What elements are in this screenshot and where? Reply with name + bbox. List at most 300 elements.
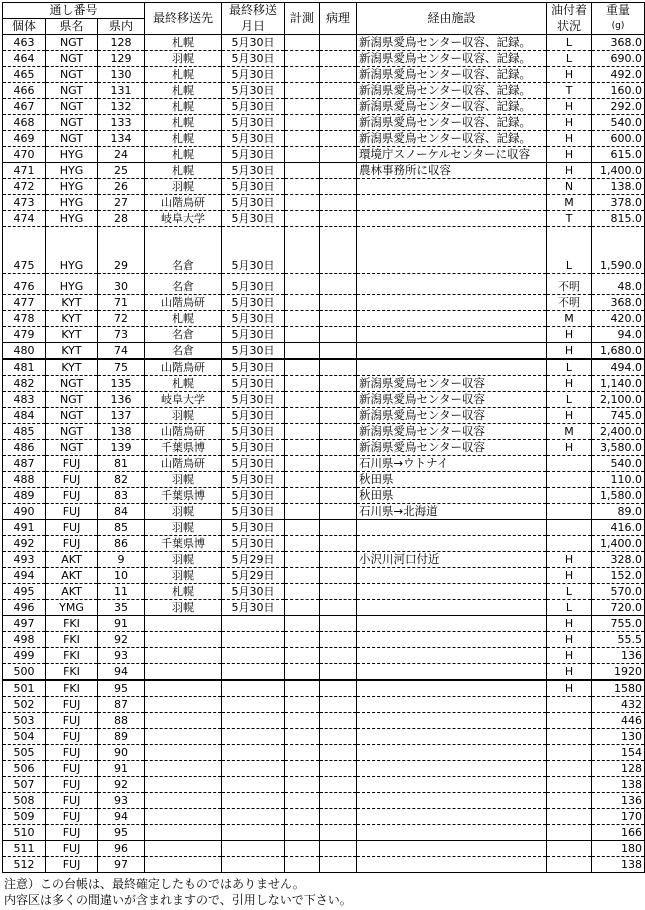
in-prefecture-cell: 94 <box>98 664 145 681</box>
prefecture-cell: FUJ <box>46 761 98 777</box>
route-cell: 農林事務所に収容 <box>357 163 547 179</box>
individual-cell: 503 <box>3 713 46 729</box>
in-prefecture-cell: 71 <box>98 295 145 311</box>
destination-cell: 千葉県博 <box>145 440 222 456</box>
pathology-cell <box>320 761 357 777</box>
table-row <box>3 648 645 664</box>
destination-cell: 千葉県博 <box>145 488 222 504</box>
measurement-cell <box>285 697 320 713</box>
oil-status-cell: H <box>547 568 592 584</box>
weight-cell: 110.0 <box>592 472 645 488</box>
destination-cell: 名倉 <box>145 227 222 274</box>
pathology-cell <box>320 147 357 163</box>
transfer-date-cell <box>222 761 285 777</box>
in-prefecture-cell: 96 <box>98 841 145 857</box>
measurement-cell <box>285 680 320 697</box>
table-row <box>3 552 645 568</box>
individual-cell: 484 <box>3 408 46 424</box>
table-row <box>3 680 645 697</box>
destination-cell <box>145 664 222 681</box>
prefecture-cell: FKI <box>46 632 98 648</box>
route-cell <box>357 713 547 729</box>
measurement-cell <box>285 632 320 648</box>
oil-status-cell: H <box>547 115 592 131</box>
transfer-date-cell: 5月30日 <box>222 408 285 424</box>
destination-cell: 札幌 <box>145 584 222 600</box>
table-row <box>3 424 645 440</box>
oil-status-cell: N <box>547 179 592 195</box>
weight-cell: 540.0 <box>592 456 645 472</box>
measurement-cell <box>285 713 320 729</box>
route-cell: 石川県→ウトナイ <box>357 456 547 472</box>
prefecture-cell: FUJ <box>46 713 98 729</box>
measurement-cell <box>285 343 320 360</box>
individual-header: 個体 <box>3 19 46 35</box>
route-cell: 環境庁スノーケルセンターに収容 <box>357 147 547 163</box>
destination-cell <box>145 616 222 632</box>
in-prefecture-cell: 86 <box>98 536 145 552</box>
oil-status-cell: H <box>547 163 592 179</box>
transfer-date-cell: 5月30日 <box>222 195 285 211</box>
weight-cell: 154 <box>592 745 645 761</box>
transfer-date-cell: 5月30日 <box>222 456 285 472</box>
weight-cell: 136 <box>592 793 645 809</box>
pathology-cell <box>320 83 357 99</box>
pathology-cell <box>320 552 357 568</box>
route-cell <box>357 211 547 227</box>
transfer-date-cell: 5月30日 <box>222 211 285 227</box>
transfer-date-cell: 5月29日 <box>222 568 285 584</box>
transfer-date-cell <box>222 616 285 632</box>
individual-cell: 491 <box>3 520 46 536</box>
pathology-cell <box>320 809 357 825</box>
prefecture-cell: YMG <box>46 600 98 616</box>
measurement-cell <box>285 809 320 825</box>
weight-cell: 136 <box>592 648 645 664</box>
prefecture-cell: HYG <box>46 211 98 227</box>
prefecture-cell: FUJ <box>46 793 98 809</box>
destination-cell <box>145 680 222 697</box>
weight-cell: 48.0 <box>592 274 645 295</box>
prefecture-cell: FKI <box>46 648 98 664</box>
transfer-date-cell <box>222 857 285 873</box>
transfer-date-cell: 5月30日 <box>222 147 285 163</box>
pathology-cell <box>320 680 357 697</box>
prefecture-cell: NGT <box>46 376 98 392</box>
in-prefecture-cell: 28 <box>98 211 145 227</box>
destination-cell: 羽幌 <box>145 504 222 520</box>
table-row <box>3 745 645 761</box>
prefecture-cell: FUJ <box>46 777 98 793</box>
prefecture-cell: HYG <box>46 195 98 211</box>
transfer-date-cell: 5月30日 <box>222 131 285 147</box>
measurement-cell <box>285 857 320 873</box>
transfer-date-cell: 5月30日 <box>222 504 285 520</box>
individual-cell: 487 <box>3 456 46 472</box>
route-cell <box>357 664 547 681</box>
prefecture-cell: NGT <box>46 440 98 456</box>
pathology-cell <box>320 408 357 424</box>
transfer-date-cell <box>222 680 285 697</box>
route-cell <box>357 632 547 648</box>
pathology-cell <box>320 51 357 67</box>
measurement-cell <box>285 504 320 520</box>
in-prefecture-cell: 95 <box>98 680 145 697</box>
route-cell: 新潟県愛鳥センター収容 <box>357 408 547 424</box>
in-prefecture-cell: 129 <box>98 51 145 67</box>
individual-cell: 499 <box>3 648 46 664</box>
destination-cell: 札幌 <box>145 147 222 163</box>
individual-cell: 498 <box>3 632 46 648</box>
in-prefecture-cell: 136 <box>98 392 145 408</box>
in-prefecture-cell: 73 <box>98 327 145 343</box>
individual-cell: 477 <box>3 295 46 311</box>
transfer-date-cell: 5月30日 <box>222 274 285 295</box>
in-prefecture-header: 県内 <box>98 19 145 35</box>
transfer-date-cell: 5月30日 <box>222 536 285 552</box>
transfer-date-cell <box>222 729 285 745</box>
measurement-cell <box>285 552 320 568</box>
pathology-cell <box>320 227 357 274</box>
weight-cell: 138.0 <box>592 179 645 195</box>
transfer-date-cell: 5月30日 <box>222 295 285 311</box>
weight-cell: 540.0 <box>592 115 645 131</box>
pathology-cell <box>320 825 357 841</box>
route-cell: 新潟県愛鳥センター収容、記録。 <box>357 115 547 131</box>
transfer-date-cell: 5月30日 <box>222 51 285 67</box>
transfer-date-cell <box>222 841 285 857</box>
measurement-cell <box>285 115 320 131</box>
route-cell: 新潟県愛鳥センター収容 <box>357 376 547 392</box>
individual-cell: 468 <box>3 115 46 131</box>
individual-cell: 511 <box>3 841 46 857</box>
in-prefecture-cell: 134 <box>98 131 145 147</box>
route-cell <box>357 227 547 274</box>
destination-cell: 札幌 <box>145 163 222 179</box>
destination-cell <box>145 713 222 729</box>
pathology-cell <box>320 67 357 83</box>
table-row <box>3 147 645 163</box>
month-day-header: 月日 <box>222 19 285 35</box>
individual-cell: 466 <box>3 83 46 99</box>
weight-cell: 166 <box>592 825 645 841</box>
transfer-date-cell: 5月30日 <box>222 99 285 115</box>
destination-cell <box>145 729 222 745</box>
oil-status-cell: H <box>547 408 592 424</box>
route-header: 経由施設 <box>357 3 547 35</box>
table-row <box>3 115 645 131</box>
route-cell: 新潟県愛鳥センター収容、記録。 <box>357 51 547 67</box>
weight-cell: 1,400.0 <box>592 163 645 179</box>
in-prefecture-cell: 87 <box>98 697 145 713</box>
measurement-cell <box>285 131 320 147</box>
prefecture-cell: KYT <box>46 343 98 360</box>
pathology-cell <box>320 841 357 857</box>
in-prefecture-cell: 11 <box>98 584 145 600</box>
pathology-cell <box>320 131 357 147</box>
measurement-cell <box>285 440 320 456</box>
prefecture-cell: HYG <box>46 179 98 195</box>
individual-cell: 497 <box>3 616 46 632</box>
in-prefecture-cell: 82 <box>98 472 145 488</box>
destination-cell <box>145 648 222 664</box>
in-prefecture-cell: 92 <box>98 777 145 793</box>
prefecture-cell: NGT <box>46 99 98 115</box>
table-row <box>3 327 645 343</box>
measurement-cell <box>285 51 320 67</box>
table-row <box>3 632 645 648</box>
table-row <box>3 857 645 873</box>
route-cell <box>357 343 547 360</box>
transfer-date-cell <box>222 825 285 841</box>
transfer-date-cell: 5月30日 <box>222 67 285 83</box>
measurement-cell <box>285 227 320 274</box>
table-row <box>3 195 645 211</box>
destination-cell <box>145 825 222 841</box>
destination-cell: 名倉 <box>145 274 222 295</box>
individual-cell: 496 <box>3 600 46 616</box>
pathology-cell <box>320 211 357 227</box>
oil-status-cell <box>547 697 592 713</box>
transfer-date-cell: 5月30日 <box>222 359 285 376</box>
pathology-cell <box>320 584 357 600</box>
transfer-date-cell: 5月30日 <box>222 179 285 195</box>
in-prefecture-cell: 25 <box>98 163 145 179</box>
table-row <box>3 440 645 456</box>
oil-status-cell: L <box>547 35 592 51</box>
weight-cell: 328.0 <box>592 552 645 568</box>
prefecture-cell: FUJ <box>46 857 98 873</box>
weight-cell: 130 <box>592 729 645 745</box>
oil-status-cell: H <box>547 664 592 681</box>
destination-cell: 札幌 <box>145 115 222 131</box>
destination-cell: 羽幌 <box>145 568 222 584</box>
prefecture-cell: FKI <box>46 664 98 681</box>
weight-cell: 690.0 <box>592 51 645 67</box>
destination-cell: 岐阜大学 <box>145 211 222 227</box>
weight-cell: 170 <box>592 809 645 825</box>
individual-cell: 510 <box>3 825 46 841</box>
table-row <box>3 51 645 67</box>
transfer-date-cell: 5月30日 <box>222 376 285 392</box>
oil-status-cell: L <box>547 600 592 616</box>
pathology-cell <box>320 195 357 211</box>
prefecture-cell: NGT <box>46 51 98 67</box>
oil-status-cell: L <box>547 359 592 376</box>
prefecture-cell: KYT <box>46 311 98 327</box>
oil-status-cell: H <box>547 327 592 343</box>
weight-cell: 1,140.0 <box>592 376 645 392</box>
route-cell <box>357 359 547 376</box>
transfer-date-cell: 5月30日 <box>222 311 285 327</box>
destination-cell: 名倉 <box>145 327 222 343</box>
oil-status-cell: 不明 <box>547 295 592 311</box>
in-prefecture-cell: 35 <box>98 600 145 616</box>
pathology-cell <box>320 327 357 343</box>
table-row <box>3 83 645 99</box>
in-prefecture-cell: 135 <box>98 376 145 392</box>
oil-status-cell <box>547 745 592 761</box>
oil-status-cell <box>547 777 592 793</box>
table-row <box>3 488 645 504</box>
in-prefecture-cell: 27 <box>98 195 145 211</box>
weight-cell: 2,100.0 <box>592 392 645 408</box>
prefecture-cell: FUJ <box>46 841 98 857</box>
pathology-cell <box>320 295 357 311</box>
prefecture-cell: AKT <box>46 552 98 568</box>
pathology-cell <box>320 456 357 472</box>
measurement-cell <box>285 472 320 488</box>
individual-cell: 494 <box>3 568 46 584</box>
individual-cell: 492 <box>3 536 46 552</box>
weight-cell: 2,400.0 <box>592 424 645 440</box>
oil-status-cell: L <box>547 227 592 274</box>
transfer-date-cell: 5月30日 <box>222 392 285 408</box>
prefecture-cell: NGT <box>46 392 98 408</box>
weight-cell: 89.0 <box>592 504 645 520</box>
in-prefecture-cell: 138 <box>98 424 145 440</box>
oil-status-cell: H <box>547 67 592 83</box>
prefecture-cell: NGT <box>46 67 98 83</box>
individual-cell: 471 <box>3 163 46 179</box>
individual-cell: 512 <box>3 857 46 873</box>
measurement-cell <box>285 211 320 227</box>
prefecture-cell: HYG <box>46 147 98 163</box>
weight-cell: 1,590.0 <box>592 227 645 274</box>
table-row <box>3 729 645 745</box>
prefecture-cell: FUJ <box>46 504 98 520</box>
oil-status-cell: M <box>547 424 592 440</box>
in-prefecture-cell: 81 <box>98 456 145 472</box>
pathology-cell <box>320 311 357 327</box>
oil-status-cell <box>547 841 592 857</box>
prefecture-cell: NGT <box>46 35 98 51</box>
oil-status-cell: H <box>547 552 592 568</box>
table-row <box>3 600 645 616</box>
pathology-cell <box>320 179 357 195</box>
individual-cell: 495 <box>3 584 46 600</box>
pathology-cell <box>320 857 357 873</box>
individual-cell: 490 <box>3 504 46 520</box>
measurement-cell <box>285 295 320 311</box>
measurement-cell <box>285 664 320 681</box>
route-cell <box>357 327 547 343</box>
route-cell <box>357 616 547 632</box>
weight-cell: 138 <box>592 777 645 793</box>
prefecture-cell: FUJ <box>46 536 98 552</box>
measurement-cell <box>285 179 320 195</box>
prefecture-cell: NGT <box>46 131 98 147</box>
weight-cell: 94.0 <box>592 327 645 343</box>
table-row <box>3 311 645 327</box>
weight-cell: 1,680.0 <box>592 343 645 360</box>
measurement-cell <box>285 841 320 857</box>
route-cell: 石川県→北海道 <box>357 504 547 520</box>
transfer-date-cell: 5月29日 <box>222 552 285 568</box>
in-prefecture-cell: 139 <box>98 440 145 456</box>
oil-status-cell: H <box>547 440 592 456</box>
transfer-date-cell: 5月30日 <box>222 227 285 274</box>
individual-cell: 504 <box>3 729 46 745</box>
oil-status-cell <box>547 488 592 504</box>
prefecture-cell: AKT <box>46 568 98 584</box>
destination-cell: 羽幌 <box>145 520 222 536</box>
weight-cell: 615.0 <box>592 147 645 163</box>
in-prefecture-cell: 85 <box>98 520 145 536</box>
prefecture-cell: NGT <box>46 408 98 424</box>
individual-cell: 508 <box>3 793 46 809</box>
measurement-cell <box>285 311 320 327</box>
pathology-cell <box>320 504 357 520</box>
transfer-date-cell: 5月30日 <box>222 343 285 360</box>
route-cell <box>357 179 547 195</box>
individual-cell: 502 <box>3 697 46 713</box>
prefecture-cell: FUJ <box>46 809 98 825</box>
destination-cell: 山階鳥研 <box>145 456 222 472</box>
oil-status-cell: H <box>547 632 592 648</box>
individual-cell: 478 <box>3 311 46 327</box>
destination-cell <box>145 745 222 761</box>
transfer-date-cell <box>222 648 285 664</box>
weight-cell: 745.0 <box>592 408 645 424</box>
destination-cell: 山階鳥研 <box>145 295 222 311</box>
transfer-date-cell: 5月30日 <box>222 83 285 99</box>
route-cell <box>357 311 547 327</box>
oil-status-subheader: 状況 <box>547 19 592 35</box>
individual-cell: 480 <box>3 343 46 360</box>
pathology-cell <box>320 274 357 295</box>
pathology-cell <box>320 713 357 729</box>
table-row <box>3 227 645 274</box>
weight-cell: 600.0 <box>592 131 645 147</box>
in-prefecture-cell: 95 <box>98 825 145 841</box>
destination-cell <box>145 777 222 793</box>
measurement-cell <box>285 745 320 761</box>
prefecture-cell: HYG <box>46 274 98 295</box>
oil-status-cell <box>547 761 592 777</box>
route-cell <box>357 841 547 857</box>
destination-cell: 羽幌 <box>145 552 222 568</box>
in-prefecture-cell: 9 <box>98 552 145 568</box>
route-cell <box>357 195 547 211</box>
table-row <box>3 520 645 536</box>
route-cell <box>357 648 547 664</box>
oil-status-cell <box>547 456 592 472</box>
ledger-body <box>3 35 645 873</box>
route-cell: 新潟県愛鳥センター収容、記録。 <box>357 83 547 99</box>
individual-cell: 509 <box>3 809 46 825</box>
measurement-cell <box>285 648 320 664</box>
route-cell <box>357 793 547 809</box>
individual-cell: 476 <box>3 274 46 295</box>
destination-cell: 羽幌 <box>145 179 222 195</box>
individual-cell: 501 <box>3 680 46 697</box>
weight-cell: 1,400.0 <box>592 536 645 552</box>
weight-cell: 416.0 <box>592 520 645 536</box>
pathology-cell <box>320 520 357 536</box>
table-row <box>3 343 645 360</box>
pathology-header: 病理 <box>320 3 357 35</box>
pathology-cell <box>320 536 357 552</box>
route-cell: 新潟県愛鳥センター収容、記録。 <box>357 99 547 115</box>
prefecture-cell: FUJ <box>46 520 98 536</box>
route-cell <box>357 600 547 616</box>
prefecture-cell: FUJ <box>46 697 98 713</box>
pathology-cell <box>320 488 357 504</box>
route-cell <box>357 536 547 552</box>
route-cell <box>357 729 547 745</box>
destination-cell <box>145 632 222 648</box>
